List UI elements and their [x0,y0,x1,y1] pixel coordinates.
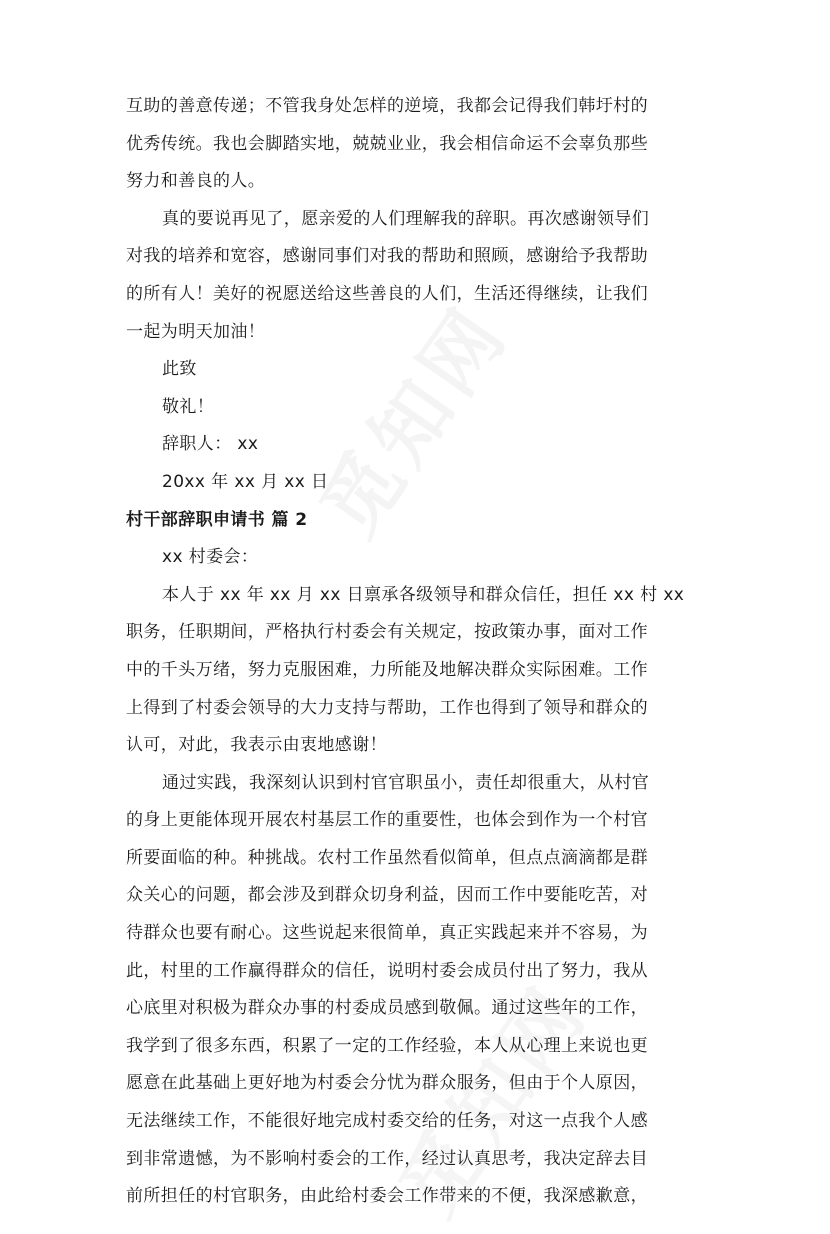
text-line: 努力和善良的人。 [126,171,266,192]
text-line: 优秀传统。我也会脚踏实地，兢兢业业，我会相信命运不会辜负那些 [126,133,648,154]
salutation: xx 村委会： [162,547,259,568]
text-line: 互助的善意传递；不管我身处怎样的逆境，我都会记得我们韩圩村的 [126,96,648,116]
text-line: 心底里对积极为群众办事的村委成员感到敬佩。通过这些年的工作， [126,998,648,1019]
text-line: 上得到了村委会领导的大力支持与帮助，工作也得到了领导和群众的 [126,697,648,718]
text-line: 此，村里的工作赢得群众的信任，说明村委会成员付出了努力，我从 [126,960,648,981]
text-line: 中的千头万绪，努力克服困难，力所能及地解决群众实际困难。工作 [126,659,648,680]
text-line: 本人于 xx 年 xx 月 xx 日禀承各级领导和群众信任，担任 xx 村 xx [162,584,685,605]
text-line: 对我的培养和宽容，感谢同事们对我的帮助和照顾，感谢给予我帮助 [126,246,648,267]
text-line: 一起为明天加油！ [126,321,266,342]
text-line: 无法继续工作，不能很好地完成村委交给的任务，对这一点我个人感 [126,1111,648,1132]
text-line: 我学到了很多东西，积累了一定的工作经验，本人从心理上来说也更 [126,1035,648,1056]
signer-line: 辞职人： xx [162,434,259,455]
closing-line: 此致 [162,359,197,380]
closing-line: 敬礼！ [162,396,215,417]
text-line: 待群众也要有耐心。这些说起来很简单，真正实践起来并不容易，为 [126,923,648,944]
text-line: 众关心的问题，都会涉及到群众切身利益，因而工作中要能吃苦，对 [126,885,648,906]
text-line: 所要面临的种。种挑战。农村工作虽然看似简单，但点点滴滴都是群 [126,847,648,868]
section-title: 村干部辞职申请书 篇 2 [126,509,308,530]
text-line: 通过实践，我深刻认识到村官官职虽小，责任却很重大，从村官 [162,772,650,793]
text-line: 职务，任职期间，严格执行村委会有关规定，按政策办事，面对工作 [126,622,648,643]
text-line: 愿意在此基础上更好地为村委会分忧为群众服务，但由于个人原因， [126,1073,648,1094]
document-body [126,88,696,1216]
text-line: 到非常遗憾，为不影响村委会的工作，经过认真思考，我决定辞去目 [126,1148,648,1169]
text-line: 认可，对此，我表示由衷地感谢！ [126,735,387,756]
date-line: 20xx 年 xx 月 xx 日 [162,471,329,492]
text-line: 的所有人！美好的祝愿送给这些善良的人们，生活还得继续，让我们 [126,283,648,304]
text-line: 真的要说再见了，愿亲爱的人们理解我的辞职。再次感谢领导们 [162,208,650,229]
text-line: 前所担任的村官职务，由此给村委会工作带来的不便，我深感歉意， [126,1186,648,1207]
text-line: 的身上更能体现开展农村基层工作的重要性，也体会到作为一个村官 [126,810,648,831]
